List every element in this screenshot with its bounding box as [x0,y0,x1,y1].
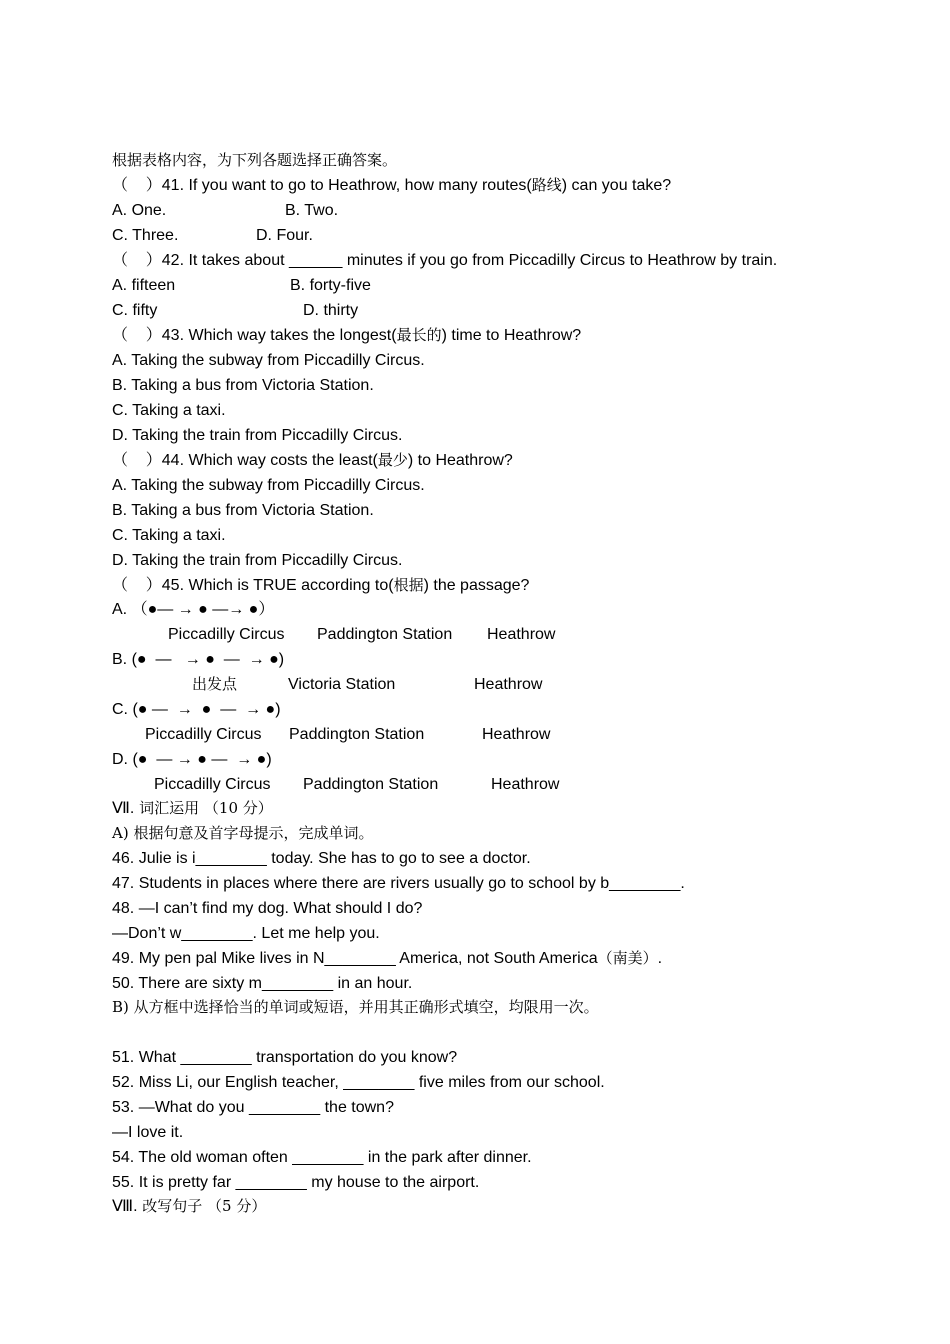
section-7-title [112,796,273,821]
route-b-start: 出发点 [192,675,238,693]
question-55: 55. It is pretty far ________ my house to the airport. [112,1174,480,1191]
option-44a: A. Taking the subway from Piccadilly Circus. [112,477,425,494]
question-50: 50. There are sixty m________ in an hour. [112,975,413,992]
section-8-title-cn: 改写句子 （5 分） [137,1197,267,1215]
option-42b: B. forty-five [290,277,371,294]
route-b-end: Heathrow [474,676,543,693]
option-41d: D. Four. [256,227,313,244]
option-45a-route: A. （●— → ● —→ ●） [112,601,275,618]
route-d-start: Piccadilly Circus [154,776,271,793]
option-44c: C. Taking a taxi. [112,527,226,544]
question-49-cn: （南美） [597,949,658,967]
question-42-options-row1 [112,273,712,298]
option-41c: C. Three. [112,227,179,244]
question-41-cn: 路线 [531,176,562,194]
question-44-prefix: （ ）44. Which way costs the least( [112,452,378,469]
option-44b: B. Taking a bus from Victoria Station. [112,502,374,519]
question-43-suffix: ) time to Heathrow? [441,327,582,344]
route-a-start: Piccadilly Circus [168,626,285,643]
question-45-cn: 根据 [393,576,424,594]
question-48b: —Don’t w________. Let me help you. [112,925,380,942]
question-46: 46. Julie is i________ today. She has to go to see a doctor. [112,850,531,867]
section-7-roman: Ⅶ. [112,800,135,817]
question-53a: 53. —What do you ________ the town? [112,1099,394,1116]
option-43a: A. Taking the subway from Piccadilly Circus. [112,352,425,369]
route-c-end: Heathrow [482,726,551,743]
question-49 [112,946,662,971]
option-43d: D. Taking the train from Piccadilly Circus. [112,427,403,444]
route-c-middle: Paddington Station [289,726,425,743]
question-43 [112,323,581,348]
question-49-text: 49. My pen pal Mike lives in N________ America, not South America [112,950,598,967]
question-44-suffix: ) to Heathrow? [407,452,513,469]
option-42d: D. thirty [303,302,359,319]
question-43-cn: 最长的 [396,326,442,344]
section-7-title-cn: 词汇运用 （10 分） [134,799,273,817]
question-41-options-row1 [112,198,712,223]
question-45-prefix: （ ）45. Which is TRUE according to( [112,577,394,594]
question-45-suffix: ) the passage? [423,577,530,594]
section-8-roman: Ⅷ. [112,1198,138,1215]
route-c-start: Piccadilly Circus [145,726,262,743]
question-52: 52. Miss Li, our English teacher, ________ five miles from our school. [112,1074,605,1091]
option-43b: B. Taking a bus from Victoria Station. [112,377,374,394]
question-41 [112,173,671,198]
route-d-middle: Paddington Station [303,776,439,793]
option-45a-labels [112,622,712,647]
question-44-cn: 最少 [377,451,408,469]
question-42-options-row2 [112,298,712,323]
option-44d: D. Taking the train from Piccadilly Circus. [112,552,403,569]
section-7-part-b: B) 从方框中选择恰当的单词或短语，并用其正确形式填空，均限用一次。 [112,998,599,1016]
reading-instruction: 根据表格内容，为下列各题选择正确答案。 [112,151,398,169]
option-45c-labels [112,722,712,747]
question-48a: 48. —I can’t find my dog. What should I do? [112,900,423,917]
question-41-options-row2 [112,223,712,248]
option-42c: C. fifty [112,302,158,319]
question-41-prefix: （ ）41. If you want to go to Heathrow, how many routes( [112,177,532,194]
question-45 [112,573,529,598]
section-7-part-a: A) 根据句意及首字母提示，完成单词。 [112,824,374,842]
option-45d-route: D. (● — → ● — → ●) [112,751,272,768]
option-41b: B. Two. [285,202,339,219]
section-8-title [112,1194,266,1219]
question-44 [112,448,513,473]
question-51: 51. What ________ transportation do you know? [112,1049,458,1066]
question-43-prefix: （ ）43. Which way takes the longest( [112,327,397,344]
route-a-middle: Paddington Station [317,626,453,643]
option-45c-route: C. (● — → ● — → ●) [112,701,281,718]
question-42: （ ）42. It takes about ______ minutes if you go from Piccadilly Circus to Heathrow by train. [112,252,778,269]
option-42a: A. fifteen [112,277,176,294]
route-a-end: Heathrow [487,626,556,643]
question-49-end: . [657,950,663,967]
route-d-end: Heathrow [491,776,560,793]
question-41-suffix: ) can you take? [561,177,672,194]
option-45b-labels [112,672,712,697]
option-45d-labels [112,772,712,797]
question-53b: —I love it. [112,1124,184,1141]
option-45b-route: B. (● — → ● — → ●) [112,651,285,668]
option-41a: A. One. [112,202,167,219]
option-43c: C. Taking a taxi. [112,402,226,419]
question-47: 47. Students in places where there are rivers usually go to school by b________. [112,875,685,892]
route-b-middle: Victoria Station [288,676,396,693]
question-54: 54. The old woman often ________ in the park after dinner. [112,1149,532,1166]
